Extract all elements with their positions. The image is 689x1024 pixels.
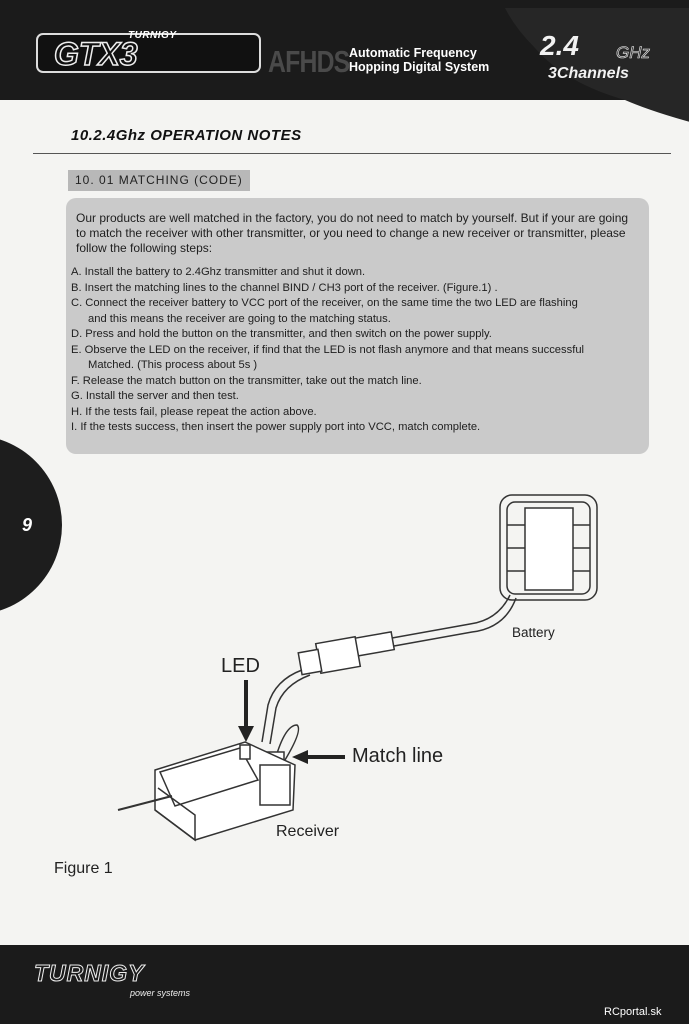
channels-label: 3Channels: [548, 65, 629, 82]
header-desc-line1: Automatic Frequency: [349, 46, 477, 60]
wiring-diagram: [0, 480, 689, 880]
step-a: A. Install the battery to 2.4Ghz transmitter and shut it down.: [71, 266, 366, 278]
receiver-label: Receiver: [276, 823, 340, 840]
led-label: LED: [221, 655, 260, 677]
step-g: G. Install the server and then test.: [71, 390, 239, 402]
source-credit: RCportal.sk: [604, 1006, 662, 1018]
header-desc-line2: Hopping Digital System: [349, 60, 490, 74]
battery-lead: [262, 595, 516, 744]
battery-label: Battery: [512, 625, 555, 640]
step-c-continued: and this means the receiver are going to the matching status.: [88, 312, 391, 325]
page-number: 9: [22, 515, 33, 535]
figure-caption: Figure 1: [54, 860, 113, 877]
subsection-title: 10. 01 MATCHING (CODE): [68, 170, 250, 191]
step-i: I. If the tests success, then insert the power supply port into VCC, match complete.: [71, 421, 481, 433]
step-d: D. Press and hold the button on the transmitter, and then switch on the power supply.: [71, 328, 492, 340]
step-e: E. Observe the LED on the receiver, if find that the LED is not flash anymore and that means successful: [71, 343, 585, 356]
step-c: C. Connect the receiver battery to VCC port of the receiver, on the same time the two LED are flashing: [71, 297, 578, 309]
frequency-unit: GHz: [616, 43, 650, 62]
frequency-value: 2.4: [540, 30, 579, 61]
brand-small-label: TURNIGY: [128, 30, 177, 41]
footer-logo: TURNIGY: [34, 960, 145, 986]
battery-illustration: [500, 495, 597, 600]
match-line-label: Match line: [352, 745, 444, 767]
protocol-label: AFHDS: [268, 44, 350, 79]
footer-tagline: power systems: [130, 988, 191, 998]
model-logo-text: GTX3: [54, 36, 138, 72]
notes-intro: Our products are well matched in the factory, you do not need to match by yourself. But if your are going to match the receiver with other transmitter, or you need to change a new receiver or transmitter, please follow the following steps:: [76, 211, 629, 255]
steps-list: [71, 265, 643, 436]
match-line-arrow: [292, 750, 345, 764]
led-arrow: [238, 680, 254, 742]
section-title: 10.2.4Ghz OPERATION NOTES: [71, 127, 302, 144]
step-h: H. If the tests fail, please repeat the action above.: [71, 405, 317, 418]
receiver-illustration: [118, 742, 295, 840]
step-e-continued: Matched. (This process about 5s ): [88, 359, 258, 371]
title-divider: [33, 153, 671, 154]
step-f: F. Release the match button on the transmitter, take out the match line.: [71, 374, 422, 387]
step-b: B. Insert the matching lines to the channel BIND / CH3 port of the receiver. (Figure.1) .: [71, 281, 498, 294]
